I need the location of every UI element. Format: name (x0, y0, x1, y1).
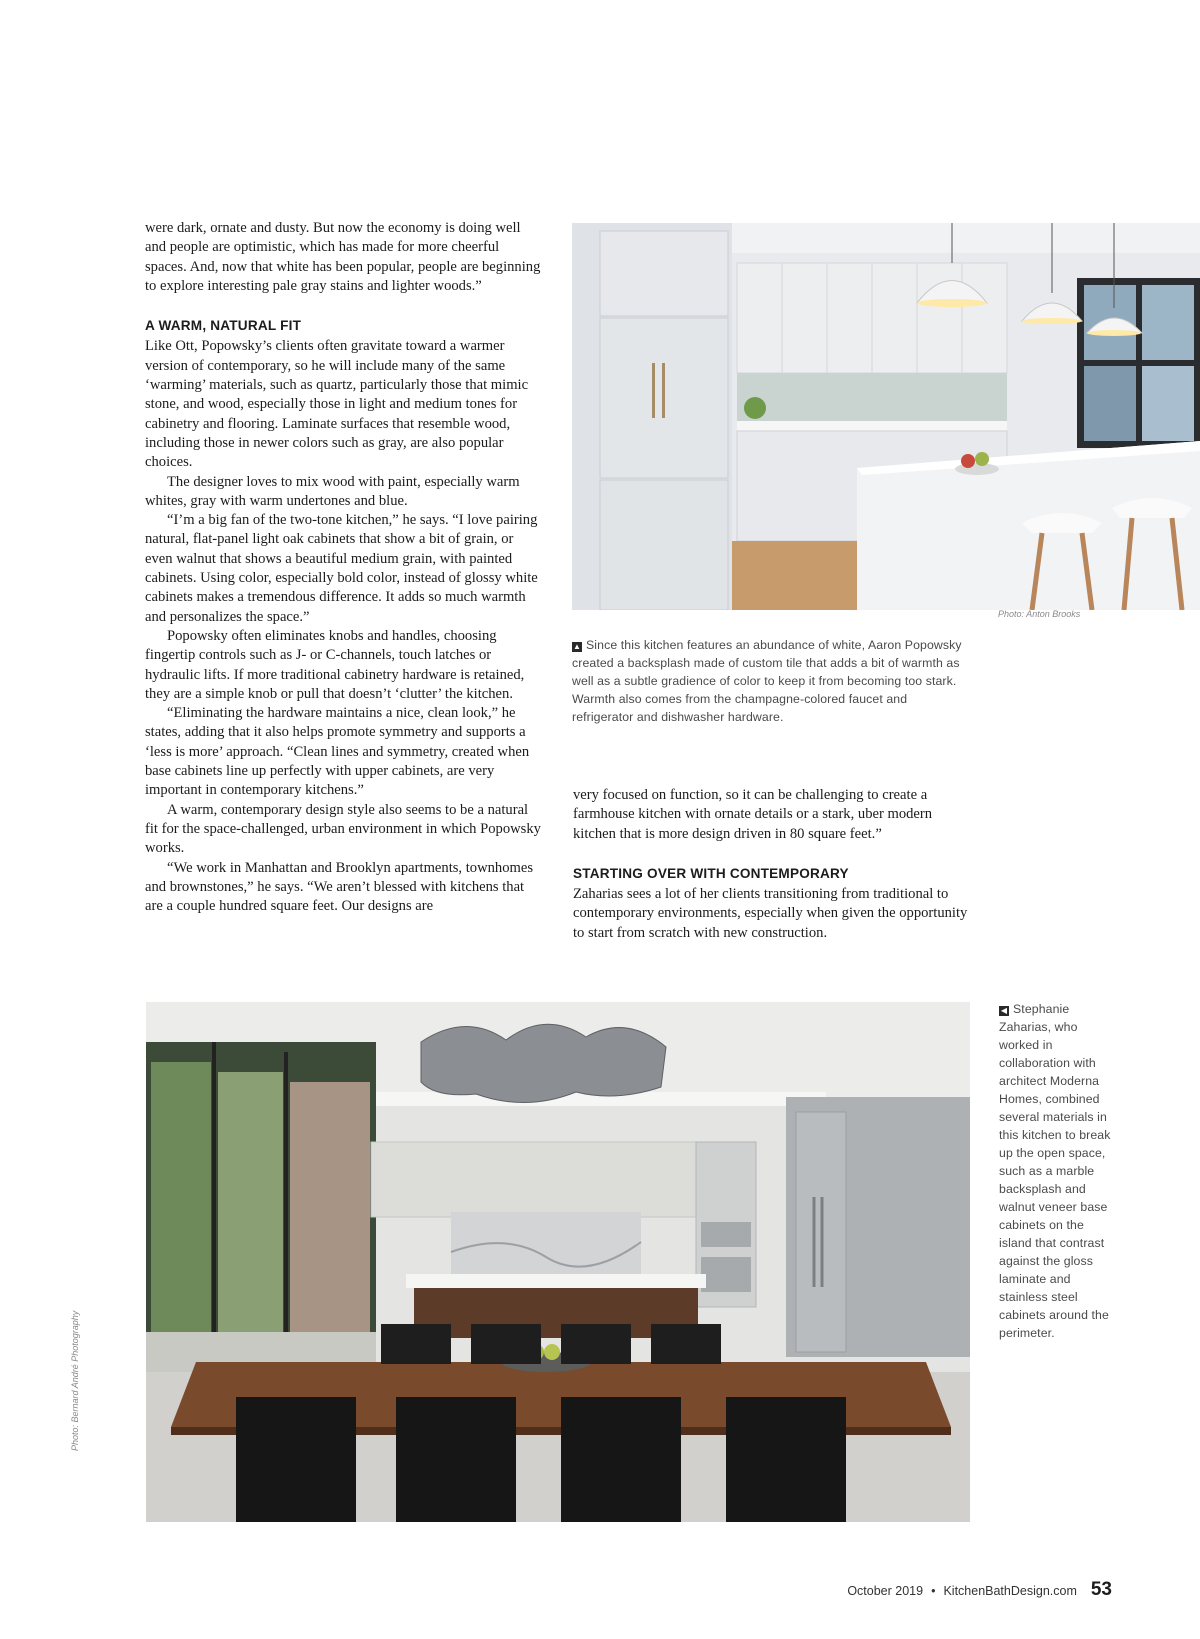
caret-up-icon: ▲ (572, 642, 582, 651)
website-link[interactable]: KitchenBathDesign.com (943, 1584, 1077, 1598)
body-paragraph: very focused on function, so it can be challenging to create a farmhouse kitchen with ornate details or a stark, uber modern kitchen that is more design driven in 80 square feet.” (573, 787, 933, 842)
body-paragraph: “Eliminating the hardware maintains a nice, clean look,” he states, adding that it also helps promote symmetry and supports a ‘less is more’ approach. “Clean lines and symmetry, created when base cabinets line up perfectly with upper cabinets, are very important in contemporary kitchens.” (145, 705, 530, 799)
white-kitchen-photo (572, 223, 1200, 610)
open-kitchen-photo (146, 1002, 970, 1522)
photo-credit: Photo: Bernard André Photography (70, 1310, 80, 1451)
open-kitchen-illustration (146, 1002, 970, 1522)
body-paragraph: Like Ott, Popowsky’s clients often gravitate toward a warmer version of contemporary, so he will include many of the same ‘warming’ materials, such as quartz, particularly those that mimic stone, and wood, especially those in light and medium tones for cabinetry and flooring. Laminate surfaces that resemble wood, including those in newer colors such as gray, are also popular choices. (145, 338, 529, 471)
body-paragraph: Popowsky often eliminates knobs and handles, choosing fingertip controls such as J- or C-channels, touch latches or hydraulic lifts. If more traditional cabinetry hardware is retained, they are a simple knob or pull that doesn’t ‘clutter’ the kitchen. (145, 627, 525, 702)
section-heading: STARTING OVER WITH CONTEMPORARY (573, 865, 849, 881)
photo-caption (572, 636, 964, 726)
footer-separator: • (931, 1584, 936, 1598)
article-right-column (573, 786, 970, 943)
photo-caption-text: Since this kitchen features an abundance of white, Aaron Popowsky created a backsplash made of custom tile that adds a bit of warmth as well as a subtle gradience of color to keep it from becoming too stark. Warmth also comes from the champagne-colored faucet and refrigerator and dishwasher hardware. (572, 638, 962, 724)
body-paragraph: were dark, ornate and dusty. But now the economy is doing well and people are optimistic, which has made for more cheerful spaces. And, now that white has been popular, people are beginning to explore interesting pale gray stains and lighter woods.” (145, 220, 541, 294)
photo-credit: Photo: Anton Brooks (998, 609, 1081, 619)
body-paragraph: “I’m a big fan of the two-tone kitchen,” he says. “I love pairing natural, flat-panel light oak cabinets that show a bit of grain, or even walnut that shows a beautiful medium grain, with painted cabinets. Using color, especially bold color, instead of glossy white cabinets makes a tremendous difference. It adds so much warmth and personalizes the space.” (145, 512, 538, 625)
caret-left-icon: ◀ (1000, 1006, 1008, 1015)
section-heading: A WARM, NATURAL FIT (145, 318, 302, 334)
photo-caption-text: Stephanie Zaharias, who worked in collaboration with architect Moderna Homes, combined several materials in this kitchen to break up the open space, such as a marble backsplash and walnut veneer base cabinets on the island that contrast against the gloss laminate and stainless steel cabinets around the perimeter. (999, 1002, 1111, 1340)
body-paragraph: A warm, contemporary design style also seems to be a natural fit for the space-challenged, urban environment in which Popowsky works. (145, 801, 541, 857)
article-left-column (145, 219, 542, 916)
body-paragraph: The designer loves to mix wood with paint, especially warm whites, gray with warm undertones and blue. (145, 473, 520, 509)
body-paragraph: Zaharias sees a lot of her clients transitioning from traditional to contemporary environments, especially when given the opportunity to start from scratch with new construction. (573, 886, 968, 941)
white-kitchen-illustration (572, 223, 1200, 610)
page-number: 53 (1090, 1579, 1112, 1600)
photo-caption (999, 1000, 1111, 1342)
issue-date: October 2019 (847, 1584, 924, 1598)
page-footer (847, 1579, 1112, 1601)
body-paragraph: “We work in Manhattan and Brooklyn apartments, townhomes and brownstones,” he says. “We aren’t blessed with kitchens that are a couple hundred square feet. Our designs are (145, 859, 534, 915)
